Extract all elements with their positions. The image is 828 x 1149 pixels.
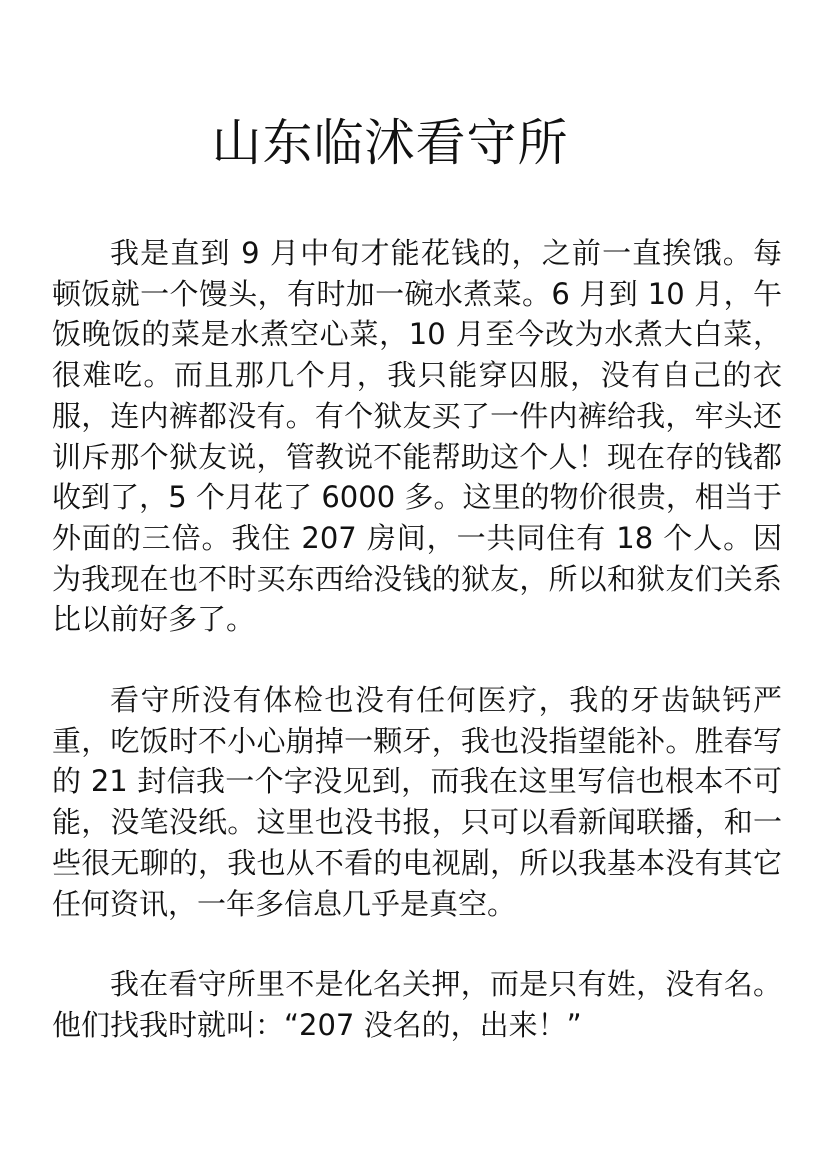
paragraph-name-detention: 我在看守所里不是化名关押，而是只有姓，没有名。他们找我时就叫：“207 没名的，出来！” — [52, 967, 782, 1042]
document-body — [52, 233, 782, 1046]
document-title: 山东临沭看守所 — [211, 114, 569, 172]
paragraph-medical-and-information: 看守所没有体检也没有任何医疗，我的牙齿缺钙严重，吃饭时不小心崩掉一颗牙，我也没指望能补。胜春写的 21 封信我一个字没见到，而我在这里写信也根本不可能，没笔没纸。这里也没书报，只可以看新闻联播，和一些很无聊的，我也从不看的电视剧，所以我基本没有其它任何资讯，一年多信息几乎是真空。 — [52, 683, 782, 921]
paragraph-food-and-conditions: 我是直到 9 月中旬才能花钱的，之前一直挨饿。每顿饭就一个馒头，有时加一碗水煮菜。6 月到 10 月，午饭晚饭的菜是水煮空心菜，10 月至今改为水煮大白菜，很难吃。而且那几个月，我只能穿囚服，没有自己的衣服，连内裤都没有。有个狱友买了一件内裤给我，牢头还训斥那个狱友说，管教说不能帮助这个人！现在存的钱都收到了，5 个月花了 6000 多。这里的物价很贵，相当于外面的三倍。我住 207 房间，一共同住有 18 个人。因为我现在也不时买东西给没钱的狱友，所以和狱友们关系比以前好多了。 — [52, 236, 782, 637]
